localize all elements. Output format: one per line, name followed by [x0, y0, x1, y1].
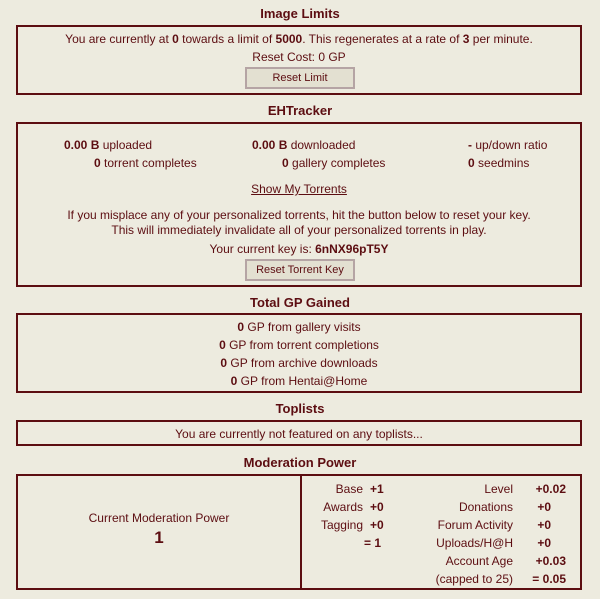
uploaded-stat: 0.00 B uploaded — [64, 138, 153, 152]
mod-base-label: Base — [335, 482, 363, 496]
gp-torrent-completions: 0 GP from torrent completions — [219, 338, 379, 352]
mod-capped-label: (capped to 25) — [435, 572, 513, 586]
ratio-stat: - up/down ratio — [468, 138, 548, 152]
mod-left-total: = 1 — [364, 536, 382, 550]
mod-tagging-label: Tagging — [320, 518, 363, 532]
show-my-torrents-link[interactable]: Show My Torrents — [251, 182, 347, 196]
current-moderation-value: 1 — [154, 528, 164, 547]
image-current-count: 0 — [172, 32, 179, 46]
torrent-info-line1: If you misplace any of your personalized torrents, hit the button below to reset your key. — [67, 208, 531, 222]
mod-tagging-value: +0 — [370, 518, 384, 532]
seedmins-stat: 0 seedmins — [468, 156, 530, 170]
mod-awards-label: Awards — [323, 500, 363, 514]
mod-right-total: = 0.05 — [532, 572, 566, 586]
mod-forum-activity-value: +0 — [537, 518, 551, 532]
reset-cost: Reset Cost: 0 GP — [252, 50, 346, 64]
mod-uploads-hah-label: Uploads/H@H — [436, 536, 513, 550]
toplists-box — [16, 420, 582, 446]
toplists-message: You are currently not featured on any toplists... — [175, 427, 423, 441]
gp-archive-downloads: 0 GP from archive downloads — [220, 356, 378, 370]
torrent-key-value: 6nNX96pT5Y — [315, 242, 389, 256]
gallery-completes-stat: 0 gallery completes — [282, 156, 386, 170]
mod-awards-value: +0 — [370, 500, 384, 514]
moderation-box — [16, 474, 582, 590]
mod-level-value: +0.02 — [535, 482, 566, 496]
image-regen-rate: 3 — [462, 32, 470, 46]
gp-gallery-visits: 0 GP from gallery visits — [237, 320, 361, 334]
ehtracker-title: EHTracker — [267, 103, 333, 118]
gp-gained-title: Total GP Gained — [250, 295, 350, 310]
torrent-info-line2: This will immediately invalidate all of your personalized torrents in play. — [111, 223, 487, 237]
gp-gained-box — [16, 313, 582, 393]
image-limits-status: You are currently at 0 towards a limit of 5000. This regenerates at a rate of 3 per minute. — [65, 32, 533, 46]
image-limits-title: Image Limits — [260, 6, 340, 21]
reset-limit-button[interactable]: Reset Limit — [245, 67, 355, 89]
mod-forum-activity-label: Forum Activity — [437, 518, 513, 532]
toplists-title: Toplists — [275, 401, 325, 416]
mod-account-age-value: +0.03 — [535, 554, 566, 568]
mod-donations-value: +0 — [537, 500, 551, 514]
image-limit-value: 5000 — [275, 32, 303, 46]
torrent-completes-stat: 0 torrent completes — [94, 156, 197, 170]
mod-uploads-hah-value: +0 — [537, 536, 551, 550]
mod-account-age-label: Account Age — [445, 554, 513, 568]
ehtracker-box — [16, 122, 582, 287]
moderation-current-panel — [18, 476, 302, 588]
torrent-key-line: Your current key is: 6nNX96pT5Y — [209, 242, 389, 256]
reset-torrent-key-button[interactable]: Reset Torrent Key — [245, 259, 355, 281]
current-moderation-label: Current Moderation Power — [88, 511, 230, 525]
moderation-title: Moderation Power — [243, 455, 357, 470]
mod-donations-label: Donations — [458, 500, 513, 514]
show-torrents-row — [18, 182, 580, 196]
gp-hentai-at-home: 0 GP from Hentai@Home — [230, 374, 368, 388]
mod-base-value: +1 — [370, 482, 384, 496]
image-limits-box — [16, 25, 582, 95]
mod-level-label: Level — [484, 482, 513, 496]
downloaded-stat: 0.00 B downloaded — [252, 138, 356, 152]
